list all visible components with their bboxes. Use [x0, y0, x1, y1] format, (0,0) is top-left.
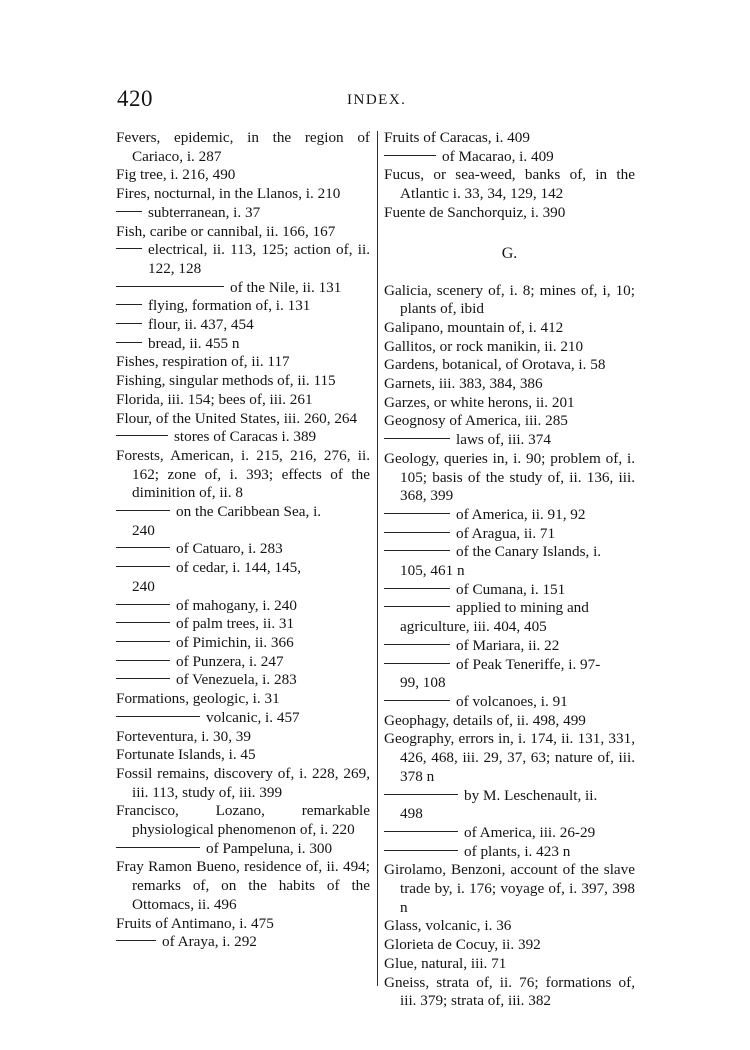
- index-entry: Galipano, mountain of, i. 412: [384, 318, 564, 336]
- dash-rule: [384, 513, 450, 514]
- dash-rule: [116, 716, 200, 717]
- index-subentry: of Pampeluna, i. 300: [116, 840, 370, 859]
- dash-rule: [384, 606, 450, 607]
- index-entry: Fucus, or sea-weed, banks of, in the Atlantic i. 33, 34, 129, 142: [384, 166, 635, 203]
- index-subentry: of America, iii. 26-29: [384, 824, 635, 843]
- dash-rule: [116, 323, 142, 324]
- index-subentry: of Cumana, i. 151: [384, 581, 635, 600]
- index-entry: Forests, American, i. 215, 216, 276, ii. 162; zone of, i. 393; effects of the diminition of, ii. 8: [116, 446, 370, 502]
- index-entry: Garnets, iii. 383, 384, 386: [384, 375, 543, 393]
- dash-rule: [116, 248, 142, 249]
- dash-rule: [384, 700, 450, 701]
- index-entry: Geography, errors in, i. 174, ii. 131, 331, 426, 468, iii. 29, 37, 63; nature of, iii. 378 n: [384, 730, 635, 785]
- index-column-left: [116, 129, 370, 952]
- index-subentry: of Catuaro, i. 283: [116, 540, 370, 559]
- dash-rule: [116, 847, 200, 848]
- index-subentry: on the Caribbean Sea, i.: [116, 503, 370, 522]
- index-entry: Geognosy of America, iii. 285: [384, 412, 568, 430]
- index-entry: Flour, of the United States, iii. 260, 264: [116, 409, 358, 427]
- dash-rule: [116, 678, 170, 679]
- running-head: INDEX.: [347, 92, 407, 108]
- index-continuation: 240: [132, 521, 155, 539]
- dash-rule: [116, 622, 170, 623]
- index-subentry: electrical, ii. 113, 125; action of, ii. 122, 128: [116, 241, 370, 278]
- index-subentry: of Punzera, i. 247: [116, 653, 370, 672]
- index-entry: Formations, geologic, i. 31: [116, 690, 280, 708]
- index-subentry: of volcanoes, i. 91: [384, 693, 635, 712]
- page-number: 420: [117, 86, 153, 111]
- dash-rule: [116, 342, 142, 343]
- index-subentry: of America, ii. 91, 92: [384, 506, 635, 525]
- index-subentry: subterranean, i. 37: [116, 204, 370, 223]
- dash-rule: [384, 550, 450, 551]
- index-subentry: of Peak Teneriffe, i. 97-: [384, 656, 635, 675]
- index-column-right: [384, 129, 635, 1011]
- index-subentry: stores of Caracas i. 389: [116, 428, 370, 447]
- index-entry: Glue, natural, iii. 71: [384, 954, 507, 972]
- dash-rule: [116, 510, 170, 511]
- index-subentry: volcanic, i. 457: [116, 709, 370, 728]
- index-continuation: 105, 461 n: [400, 562, 465, 580]
- index-entry: Fish, caribe or cannibal, ii. 166, 167: [116, 222, 336, 240]
- dash-rule: [384, 532, 450, 533]
- index-entry: Galicia, scenery of, i. 8; mines of, i, 10; plants of, ibid: [384, 281, 635, 318]
- index-subentry: applied to mining and: [384, 599, 635, 618]
- index-entry: Fruits of Antimano, i. 475: [116, 914, 274, 932]
- index-subentry: flying, formation of, i. 131: [116, 297, 370, 316]
- index-entry: Gardens, botanical, of Orotava, i. 58: [384, 356, 606, 374]
- index-entry: Gneiss, strata of, ii. 76; formations of, iii. 379; strata of, iii. 382: [384, 973, 635, 1010]
- index-entry: Fossil remains, discovery of, i. 228, 269, iii. 113, study of, iii. 399: [116, 764, 370, 801]
- index-continuation: 240: [132, 577, 155, 595]
- dash-rule: [116, 604, 170, 605]
- index-entry: Francisco, Lozano, remarkable physiological phenomenon of, i. 220: [116, 802, 370, 839]
- dash-rule: [116, 211, 142, 212]
- index-entry: Fig tree, i. 216, 490: [116, 166, 236, 184]
- index-entry: Fortunate Islands, i. 45: [116, 746, 256, 764]
- dash-rule: [116, 660, 170, 661]
- dash-rule: [384, 794, 458, 795]
- index-subentry: of Mariara, ii. 22: [384, 637, 635, 656]
- dash-rule: [116, 435, 168, 436]
- index-subentry: of Araya, i. 292: [116, 933, 370, 952]
- dash-rule: [384, 588, 450, 589]
- dash-rule: [384, 831, 458, 832]
- dash-rule: [384, 663, 450, 664]
- index-subentry: of mahogany, i. 240: [116, 597, 370, 616]
- index-continuation: agriculture, iii. 404, 405: [400, 618, 547, 636]
- index-entry: Fires, nocturnal, in the Llanos, i. 210: [116, 185, 341, 203]
- index-subentry: of Aragua, ii. 71: [384, 525, 635, 544]
- index-entry: Forteventura, i. 30, 39: [116, 727, 251, 745]
- index-entry: Gallitos, or rock manikin, ii. 210: [384, 337, 584, 355]
- index-subentry: of cedar, i. 144, 145,: [116, 559, 370, 578]
- index-entry: Geology, queries in, i. 90; problem of, i. 105; basis of the study of, ii. 136, iii. 368, 399: [384, 449, 635, 505]
- index-entry: Fuente de Sanchorquiz, i. 390: [384, 203, 566, 221]
- dash-rule: [116, 547, 170, 548]
- index-entry: Fishing, singular methods of, ii. 115: [116, 372, 336, 390]
- index-entry: Geophagy, details of, ii. 498, 499: [384, 711, 586, 729]
- dash-rule: [116, 304, 142, 305]
- dash-rule: [116, 566, 170, 567]
- index-subentry: of the Canary Islands, i.: [384, 543, 635, 562]
- index-subentry: of Venezuela, i. 283: [116, 671, 370, 690]
- column-divider: [377, 131, 378, 986]
- index-entry: Fevers, epidemic, in the region of Cariaco, i. 287: [116, 129, 370, 165]
- index-subentry: of Pimichin, ii. 366: [116, 634, 370, 653]
- index-subentry: laws of, iii. 374: [384, 431, 635, 450]
- index-entry: Garzes, or white herons, ii. 201: [384, 393, 575, 411]
- index-entry: Girolamo, Benzoni, account of the slave trade by, i. 176; voyage of, i. 397, 398 n: [384, 861, 635, 916]
- dash-rule: [384, 644, 450, 645]
- dash-rule: [116, 286, 224, 287]
- index-subentry: of palm trees, ii. 31: [116, 615, 370, 634]
- page-header: [0, 86, 750, 116]
- index-subentry: of the Nile, ii. 131: [116, 279, 370, 298]
- dash-rule: [384, 155, 436, 156]
- index-entry: Glorieta de Cocuy, ii. 392: [384, 936, 541, 954]
- index-continuation: 99, 108: [400, 674, 446, 692]
- index-subentry: bread, ii. 455 n: [116, 335, 370, 354]
- index-entry: Fruits of Caracas, i. 409: [384, 129, 530, 146]
- section-heading: G.: [501, 244, 518, 262]
- index-entry: Glass, volcanic, i. 36: [384, 917, 512, 935]
- index-entry: Florida, iii. 154; bees of, iii. 261: [116, 390, 313, 408]
- dash-rule: [116, 940, 156, 941]
- index-subentry: flour, ii. 437, 454: [116, 316, 370, 335]
- dash-rule: [384, 850, 458, 851]
- dash-rule: [116, 641, 170, 642]
- index-entry: Fishes, respiration of, ii. 117: [116, 353, 290, 371]
- index-entry: Fray Ramon Bueno, residence of, ii. 494; remarks of, on the habits of the Ottomacs, ii. 496: [116, 858, 370, 913]
- dash-rule: [384, 438, 450, 439]
- index-subentry: by M. Leschenault, ii.: [384, 787, 635, 806]
- index-subentry: of Macarao, i. 409: [384, 148, 635, 167]
- index-subentry: of plants, i. 423 n: [384, 843, 635, 862]
- index-continuation: 498: [400, 805, 423, 823]
